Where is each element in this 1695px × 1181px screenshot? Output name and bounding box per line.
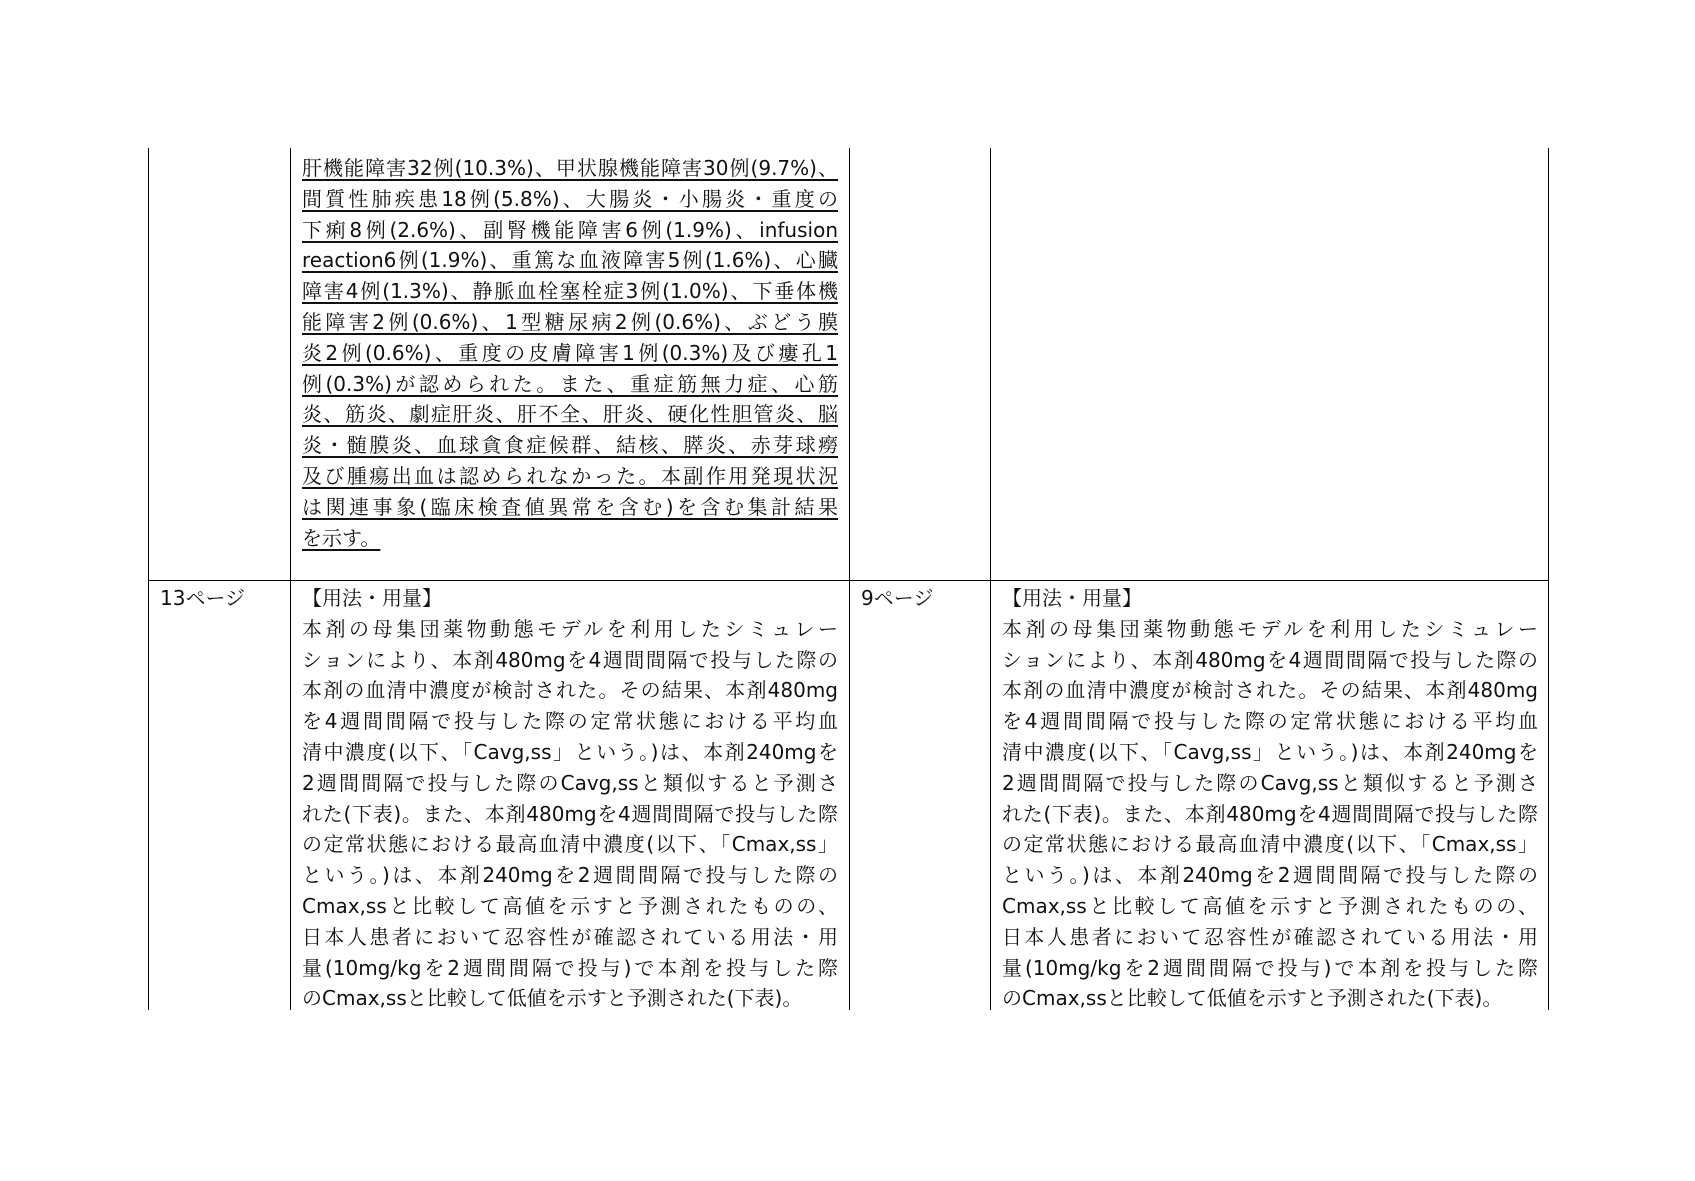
text-line: 本剤の血清中濃度が検討された。その結果、本剤480mg: [1002, 678, 1538, 703]
text-line: のCmax,ssと比較して低値を示すと予測された(下表)。: [1002, 986, 1503, 1011]
text-line: 量(10mg/kgを2週間間隔で投与)で本剤を投与した際: [302, 955, 838, 980]
row2-revised-text: [302, 583, 838, 1014]
text-line: を4週間間隔で投与した際の定常状態における平均血: [1002, 709, 1538, 734]
text-line: 例(0.3%)が認められた。また、重症筋無力症、心筋: [302, 371, 838, 396]
text-line: 2週間間隔で投与した際のCavg,ssと類似すると予測さ: [302, 770, 838, 795]
text-line: 及び腫瘍出血は認められなかった。本副作用発現状況: [302, 463, 838, 488]
text-line: 炎2例(0.6%)、重度の皮膚障害1例(0.3%)及び瘻孔1: [302, 340, 838, 365]
text-line: 本剤の母集団薬物動態モデルを利用したシミュレー: [302, 616, 838, 641]
table-border-left: [148, 148, 149, 1010]
text-line: 量(10mg/kgを2週間間隔で投与)で本剤を投与した際: [1002, 955, 1538, 980]
section-heading: 【用法・用量】: [1002, 586, 1142, 610]
text-line: れた(下表)。また、本剤480mgを4週間間隔で投与した際: [302, 801, 838, 826]
table-row-divider: [148, 580, 1549, 581]
text-line: の定常状態における最高血清中濃度(以下、「Cmax,ss」: [1002, 832, 1538, 857]
text-line: 炎・髄膜炎、血球貪食症候群、結核、膵炎、赤芽球癆: [302, 433, 838, 458]
text-line: Cmax,ssと比較して高値を示すと予測されたものの、: [302, 893, 838, 918]
text-line: のCmax,ssと比較して低値を示すと予測された(下表)。: [302, 986, 803, 1011]
text-line: 2週間間隔で投与した際のCavg,ssと類似すると予測さ: [1002, 770, 1538, 795]
table-column-divider: [290, 148, 291, 1010]
text-line: を示す。: [302, 525, 381, 550]
text-line: 日本人患者において忍容性が確認されている用法・用: [1002, 924, 1538, 949]
text-line: は関連事象(臨床検査値異常を含む)を含む集計結果: [302, 494, 838, 519]
text-line: 障害4例(1.3%)、静脈血栓塞栓症3例(1.0%)、下垂体機: [302, 279, 838, 304]
table-column-divider: [990, 148, 991, 1010]
text-line: 間質性肺疾患18例(5.8%)、大腸炎・小腸炎・重度の: [302, 186, 838, 211]
text-line: 日本人患者において忍容性が確認されている用法・用: [302, 924, 838, 949]
text-line: という。)は、本剤240mgを2週間間隔で投与した際の: [1002, 863, 1538, 888]
text-line: ションにより、本剤480mgを4週間間隔で投与した際の: [302, 647, 838, 672]
text-line: 清中濃度(以下、「Cavg,ss」という。)は、本剤240mgを: [1002, 739, 1538, 764]
row1-revised-text: [302, 153, 838, 553]
text-line: 下痢8例(2.6%)、副腎機能障害6例(1.9%)、infusion: [302, 217, 838, 242]
text-line: 清中濃度(以下、「Cavg,ss」という。)は、本剤240mgを: [302, 739, 838, 764]
text-line: の定常状態における最高血清中濃度(以下、「Cmax,ss」: [302, 832, 838, 857]
text-line: という。)は、本剤240mgを2週間間隔で投与した際の: [302, 863, 838, 888]
text-line: 肝機能障害32例(10.3%)、甲状腺機能障害30例(9.7%)、: [302, 156, 838, 180]
text-line: を4週間間隔で投与した際の定常状態における平均血: [302, 709, 838, 734]
text-line: reaction6例(1.9%)、重篤な血液障害5例(1.6%)、心臓: [302, 248, 838, 273]
table-column-divider: [849, 148, 850, 1010]
text-line: Cmax,ssと比較して高値を示すと予測されたものの、: [1002, 893, 1538, 918]
text-line: 能障害2例(0.6%)、1型糖尿病2例(0.6%)、ぶどう膜: [302, 309, 838, 334]
text-line: 本剤の母集団薬物動態モデルを利用したシミュレー: [1002, 616, 1538, 641]
text-line: ションにより、本剤480mgを4週間間隔で投与した際の: [1002, 647, 1538, 672]
row2-right-page-ref: 9ページ: [861, 586, 934, 610]
text-line: 本剤の血清中濃度が検討された。その結果、本剤480mg: [302, 678, 838, 703]
row2-left-page-ref: 13ページ: [160, 586, 246, 610]
table-border-right: [1548, 148, 1549, 1010]
section-heading: 【用法・用量】: [302, 586, 442, 610]
row2-original-text: [1002, 583, 1538, 1014]
text-line: 炎、筋炎、劇症肝炎、肝不全、肝炎、硬化性胆管炎、脳: [302, 402, 838, 427]
text-line: れた(下表)。また、本剤480mgを4週間間隔で投与した際: [1002, 801, 1538, 826]
